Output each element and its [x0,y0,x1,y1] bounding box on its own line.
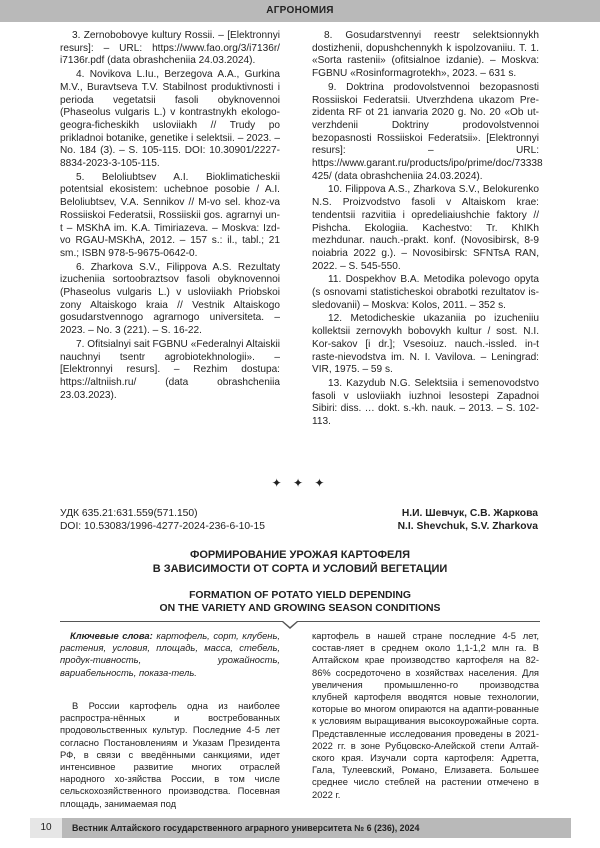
page-number: 10 [30,818,62,838]
keywords-label: Ключевые слова: [70,630,153,641]
author-separator: , [464,508,470,519]
references-right-column [312,30,543,430]
abstract-right-column [312,630,539,801]
reference-item: 7. Ofitsialnyi sait FGBNU «Federalnyi Altaiskii nauchnyi tsentr agrobiotekhnologii». – [Elektronnyi resurs]. – Rezhim dostupa: https://altniish.ru/ (data obrashcheniia 23.03.2023). [60,338,280,401]
section-divider-stars: ✦ ✦ ✦ [271,476,329,490]
title-en-line-2: ON THE VARIETY AND GROWING SEASON CONDITIONS [159,603,441,614]
reference-item: 12. Metodicheskie ukazaniia po izucheniiu kollektsii zernovykh bobovykh kultur / sost. N.I. Kor-sakov [i dr.]; Vsesoiuz. nauch.-issled. in-t raste-nievodstva im. N. I. Vavilova. – Leningrad: VIR, 1975. – 59 s. [312,313,539,376]
doi: DOI: 10.53083/1996-4277-2024-236-6-10-15 [60,521,265,532]
author-1-ru: Н.И. Шевчук [401,508,465,519]
separator-notch-inner [283,621,297,627]
keywords-text: картофель, сорт, клубень, растения, условия, площадь, масса, стебель, продук-тивность, урожайность, вариабельность, показа-тель. [60,630,280,678]
reference-item: 10. Filippova A.S., Zharkova S.V., Belokurenko N.S. Proizvodstvo fasoli v Altaiskom krae: tendentsii razvitiia i opredeliaiushchie faktory // Pishcha. Ekologiia. Kachestvo: Tr. KhIKh mezhdunar. nauch.-prakt. konf. (Novosibirsk, 8-9 noiabria 2022 g.). – Novosibirsk: SFNTsA RAN, 2022. – S. 545-550. [312,184,539,272]
reference-item: 4. Novikova L.Iu., Berzegova A.A., Gurkina M.V., Buravtseva T.V. Stabilnost produktivnosti i perioda vegetatsii fasoli obyknovennoi (Phaseolus vulgaris L.) v kontrastnykh ekologo-geogra-ficheskikh usloviiakh // Trudy po prikladnoi botanike, genetike i selektsii. – 2023. – No. 184 (3). – S. 105-115. DOI: 10.30901/2227-8834-2023-3-105-115. [60,69,280,170]
authors-block [398,507,538,533]
title-ru-line-2: В ЗАВИСИМОСТИ ОТ СОРТА И УСЛОВИЙ ВЕГЕТАЦИИ [152,563,448,575]
reference-item: 3. Zernobobovye kultury Rossii. – [Elektronnyi resurs]: – URL: https://www.fao.org/3/i7136r/ i7136r.pdf (data obrashcheniia 24.03.2024). [60,30,280,67]
journal-name: Вестник Алтайского государственного аграрного университета № 6 (236), 2024 [72,823,420,833]
authors-ru [398,507,538,520]
title-separator-line [60,621,540,622]
page-footer [30,818,571,838]
reference-item: 11. Dospekhov B.A. Metodika polevogo opyta (s osnovami statisticheskoi obrabotki rezultatov is-sledovanii) – Moskva: Kolos, 2011. – 352 s. [312,274,539,311]
references-left-column [60,30,280,403]
title-en-line-1: FORMATION OF POTATO YIELD DEPENDING [189,590,411,601]
title-ru-line-1: ФОРМИРОВАНИЕ УРОЖАЯ КАРТОФЕЛЯ [189,549,411,561]
keywords [60,630,280,679]
udk-code: УДК 635.21:631.559(571.150) [60,508,198,519]
section-title: АГРОНОМИЯ [266,5,334,16]
reference-item: 9. Doktrina prodovolstvennoi bezopasnosti Rossiiskoi Federatsii. Utverzhdena ukazom Pre-zidenta RF ot 21 ianvaria 2020 g. No. 20 «Ob ut-verzhdenii Doktriny prodovolstvennoi bezopasnosti Rossiiskoi Federatsii». [Elektronnyi resurs]: – URL: https://www.garant.ru/products/ipo/prime/doc/73338 425/ (data obrashcheniia 24.03.2024). [312,81,543,182]
authors-en: N.I. Shevchuk, S.V. Zharkova [397,521,538,532]
reference-item: 6. Zharkova S.V., Filippova A.S. Rezultaty izucheniia sortoobraztsov fasoli obyknovennoi (Phaseolus vulgaris L.) v usloviiakh Priobskoi zony Altaiskogo kraia // Vestnik Altaiskogo gosudarstvennogo agrarnogo universiteta. – 2023. – No. 3 (221). – S. 16-22. [60,261,280,337]
reference-item: 5. Beloliubtsev A.I. Bioklimaticheskii potentsial ekosistem: uchebnoe posobie / A.I. Beloliubtsev, V.A. Sennikov // M-vo sel. khoz-va Rossiiskoi Federatsii, Rossiiskii gos. agrarnyi un-t – MSKhA im. K.A. Timiriazeva. – Moskva: Izd-vo RGAU-MSKhA, 2012. – 157 s.: il., tabl.; 21 sm.; ISBN 978-5-9675-0642-0. [60,171,280,259]
reference-item: 8. Gosudarstvennyi reestr selektsionnykh dostizhenii, dopushchennykh k ispolzovaniiu. T. 1. «Sorta rastenii» (ofitsialnoe izdanie). – Moskva: FGBNU «Rosinformagrotekh», 2023. – 631 s. [312,30,539,80]
article-title-en [0,589,600,615]
article-identifiers [60,507,265,533]
abstract-left-column: В России картофель одна из наиболее распростра-нённых и востребованных продовольственных культур. Последние 4-5 лет согласно Постановлениям и Указам Президента РФ, в связи с введёнными санкциями, идет интенсивное развитие многих отраслей народного хо-зяйства России, в том числе сельскохозяйственного производства. Посевная площадь, занимаемая под [60,700,280,809]
article-title-ru [0,548,600,576]
reference-item: 13. Kazydub N.G. Selektsiia i semenovodstvo fasoli v usloviiakh iuzhnoi lesostepi Zapadnoi Sibiri: diss. … dokt. s.-kh. nauk. – 2013. – S. 102-113. [312,377,539,428]
abstract-paragraph: картофель в нашей стране последние 4-5 лет, состав-ляет в среднем около 1,1-1,2 млн га. В Алтайском крае производство картофеля на 82-86% сосредоточено в хозяйствах населения. Для увеличения промышленно-го производства клубней картофеля вводятся новые технологии, которые во многом опираются на адапти-рованные к условиям выращивания высокоурожайные сорта. Представленные исследования проведены в 2021-2022 гг. в зоне Рубцовско-Алейской степи Алтай-ского края. Изучали сорта картофеля: Адретта, Гала, Тулеевский, Романо, Елизавета. Большее среднее число стеблей на растении отмечено в 2022 г. [312,630,539,800]
author-2-ru: С.В. Жаркова [469,508,538,519]
section-header [0,0,600,22]
